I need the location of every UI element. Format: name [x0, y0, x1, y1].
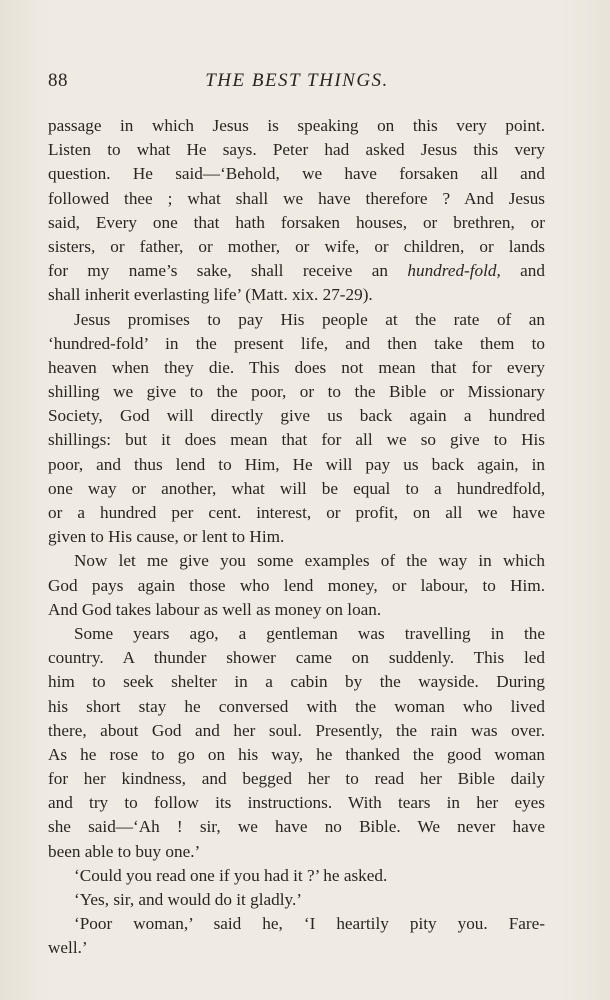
page-header — [48, 70, 546, 100]
running-title: THE BEST THINGS. — [205, 70, 389, 91]
text-line: his short stay he conversed with the woman who lived — [48, 696, 545, 716]
text-line: poor, and thus lend to Him, He will pay us back again, in — [48, 454, 545, 474]
text-line: ‘Yes, sir, and would do it gladly.’ — [74, 890, 302, 909]
text-line: Listen to what He says. Peter had asked Jesus this very — [48, 140, 545, 160]
text-line: him to seek shelter in a cabin by the wayside. During — [48, 672, 545, 692]
text-line: she said—‘Ah ! sir, we have no Bible. We never have — [48, 817, 545, 837]
text-line: passage in which Jesus is speaking on this very point. — [48, 116, 545, 135]
text-line: shillings: but it does mean that for all we so give to His — [48, 430, 545, 450]
text-line: ‘Poor woman,’ said he, ‘I heartily pity you. Fare- — [74, 914, 545, 934]
body-text — [48, 114, 545, 961]
text-line: for my name’s sake, shall receive an hundred-fold, and — [48, 261, 545, 281]
text-line: Some years ago, a gentleman was travelling in the — [74, 623, 545, 643]
text-line: followed thee ; what shall we have therefore ? And Jesus — [48, 188, 545, 208]
text-line: God pays again those who lend money, or labour, to Him. — [48, 575, 545, 595]
text-line: Jesus promises to pay His people at the rate of an — [74, 309, 545, 329]
text-line: one way or another, what will be equal to a hundredfold, — [48, 478, 545, 498]
text-line: And God takes labour as well as money on loan. — [48, 599, 382, 619]
emphasis-text: hundred-fold, — [407, 261, 501, 281]
text-line: ‘hundred-fold’ in the present life, and then take them to — [48, 333, 545, 353]
text-line: heaven when they die. This does not mean that for every — [48, 357, 545, 377]
text-line: been able to buy one.’ — [48, 841, 201, 861]
text-line: ‘Could you read one if you had it ?’ he asked. — [74, 865, 388, 885]
text-line: for her kindness, and begged her to read her Bible daily — [48, 769, 545, 789]
text-line: Society, God will directly give us back again a hundred — [48, 406, 545, 426]
text-line: said, Every one that hath forsaken houses, or brethren, or — [48, 212, 545, 232]
page-number: 88 — [48, 70, 68, 91]
text-line: given to His cause, or lent to Him. — [48, 527, 285, 547]
text-line: shilling we give to the poor, or to the Bible or Missionary — [48, 382, 545, 402]
text-line: or a hundred per cent. interest, or profit, on all we have — [48, 503, 545, 522]
text-line: Now let me give you some examples of the way in which — [74, 551, 545, 571]
text-line: As he rose to go on his way, he thanked the good woman — [48, 744, 545, 764]
text-line: well.’ — [48, 938, 88, 958]
text-line: country. A thunder shower came on suddenly. This led — [48, 648, 545, 668]
text-line: sisters, or father, or mother, or wife, or children, or lands — [48, 236, 545, 256]
text-line: there, about God and her soul. Presently, the rain was over. — [48, 720, 545, 740]
text-line: shall inherit everlasting life’ (Matt. xix. 27-29). — [48, 285, 373, 305]
text-line: question. He said—‘Behold, we have forsaken all and — [48, 164, 545, 184]
text-line: and try to follow its instructions. With tears in her eyes — [48, 793, 545, 813]
